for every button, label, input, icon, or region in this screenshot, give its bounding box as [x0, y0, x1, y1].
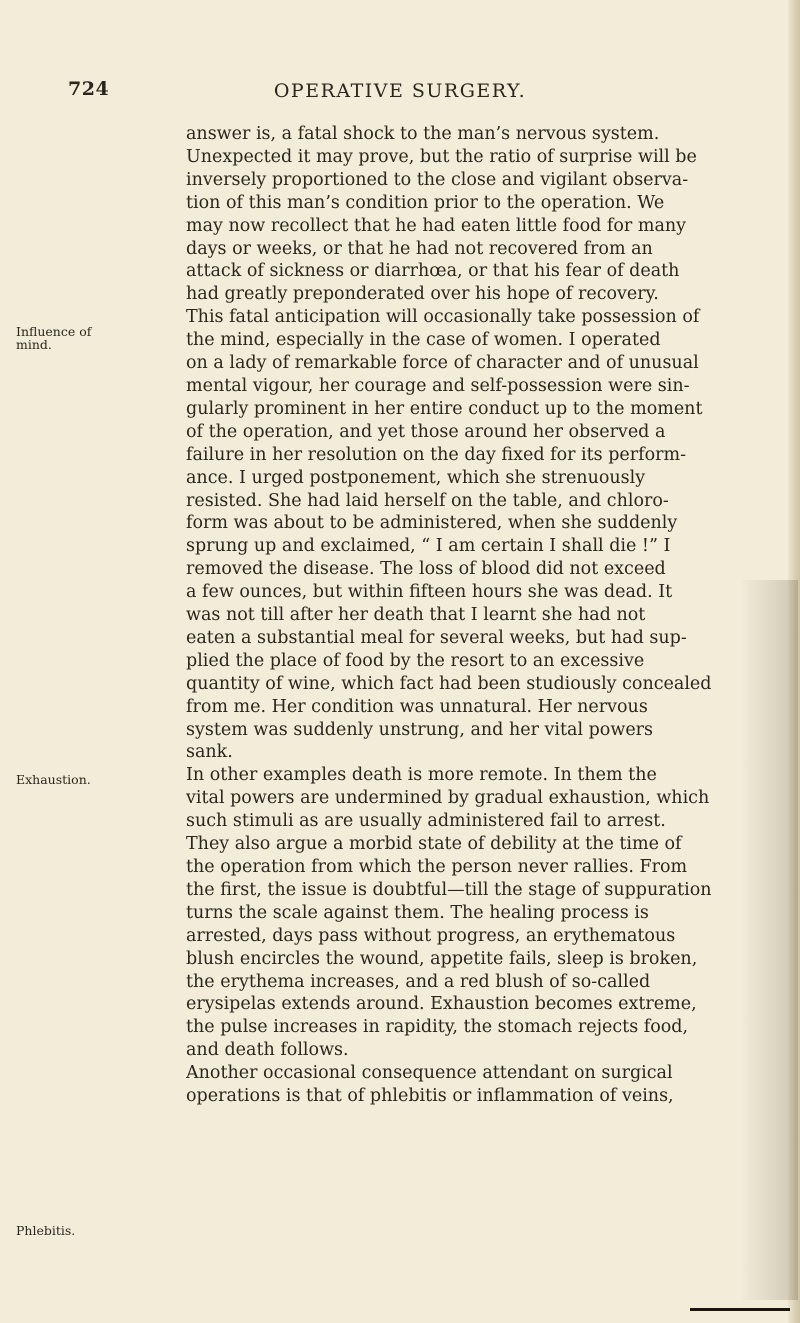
- text-line: the mind, especially in the case of women. I operated: [186, 330, 661, 351]
- text-line: sprung up and exclaimed, “ I am certain I shall die !” I: [186, 536, 671, 557]
- text-line: operations is that of phlebitis or inflammation of veins,: [186, 1086, 674, 1107]
- text-line: from me. Her condition was unnatural. Her nervous: [186, 696, 648, 717]
- text-line: sank.: [186, 742, 233, 763]
- text-line: eaten a substantial meal for several weeks, but had sup-: [186, 627, 687, 648]
- text-line: on a lady of remarkable force of character and of unusual: [186, 353, 699, 374]
- text-line: vital powers are undermined by gradual exhaustion, which: [186, 788, 710, 809]
- text-line: removed the disease. The loss of blood did not exceed: [186, 559, 666, 580]
- page-edge: [788, 0, 800, 1323]
- text-line: mental vigour, her courage and self-possession were sin-: [186, 375, 690, 396]
- text-line: a few ounces, but within fifteen hours she was dead. It: [186, 582, 673, 603]
- body-text: [186, 123, 746, 1108]
- margin-note-line: Influence of: [16, 324, 92, 339]
- text-line: blush encircles the wound, appetite fails, sleep is broken,: [186, 948, 698, 969]
- text-line: had greatly preponderated over his hope of recovery.: [186, 284, 659, 305]
- page-number: 724: [68, 78, 110, 100]
- text-line: They also argue a morbid state of debility at the time of: [186, 834, 682, 855]
- text-line: ance. I urged postponement, which she strenuously: [186, 467, 646, 488]
- text-line: gularly prominent in her entire conduct up to the moment: [186, 398, 703, 419]
- text-line: plied the place of food by the resort to an excessive: [186, 650, 645, 671]
- text-line: erysipelas extends around. Exhaustion becomes extreme,: [186, 994, 697, 1015]
- margin-note-line: mind.: [16, 337, 52, 352]
- text-line: the erythema increases, and a red blush of so-called: [186, 971, 651, 992]
- margin-note-phlebitis: Phlebitis.: [16, 1223, 76, 1238]
- text-line: may now recollect that he had eaten little food for many: [186, 215, 687, 236]
- text-line: inversely proportioned to the close and vigilant observa-: [186, 169, 689, 190]
- text-line: attack of sickness or diarrhœa, or that his fear of death: [186, 261, 680, 282]
- running-title: OPERATIVE SURGERY.: [273, 80, 527, 102]
- text-line: resisted. She had laid herself on the table, and chloro-: [186, 490, 669, 511]
- text-line: answer is, a fatal shock to the man’s nervous system.: [186, 124, 660, 144]
- text-line: failure in her resolution on the day fixed for its perform-: [186, 444, 687, 465]
- margin-note-influence-of-mind: [16, 325, 176, 351]
- text-line: tion of this man’s condition prior to the operation. We: [186, 192, 665, 213]
- text-line: the pulse increases in rapidity, the stomach rejects food,: [186, 1017, 689, 1038]
- text-line: Another occasional consequence attendant on surgical: [186, 1063, 673, 1084]
- text-line: turns the scale against them. The healing process is: [186, 902, 649, 923]
- text-line: and death follows.: [186, 1040, 349, 1061]
- text-line: such stimuli as are usually administered fail to arrest.: [186, 811, 666, 832]
- text-line: the operation from which the person never rallies. From: [186, 857, 688, 877]
- margin-note-exhaustion: Exhaustion.: [16, 772, 91, 787]
- text-line: of the operation, and yet those around her observed a: [186, 421, 666, 442]
- bottom-rule: [690, 1308, 790, 1311]
- text-line: In other examples death is more remote. In them the: [186, 765, 657, 786]
- text-line: days or weeks, or that he had not recovered from an: [186, 238, 653, 259]
- text-line: was not till after her death that I learnt she had not: [186, 605, 646, 626]
- text-line: arrested, days pass without progress, an erythematous: [186, 925, 676, 946]
- text-line: quantity of wine, which fact had been studiously concealed: [186, 673, 712, 694]
- text-line: Unexpected it may prove, but the ratio of surprise will be: [186, 146, 697, 167]
- text-line: system was suddenly unstrung, and her vital powers: [186, 719, 654, 740]
- text-line: the first, the issue is doubtful—till the stage of suppuration: [186, 879, 712, 900]
- text-line: form was about to be administered, when she suddenly: [186, 513, 678, 534]
- text-line: This fatal anticipation will occasionally take possession of: [186, 307, 700, 328]
